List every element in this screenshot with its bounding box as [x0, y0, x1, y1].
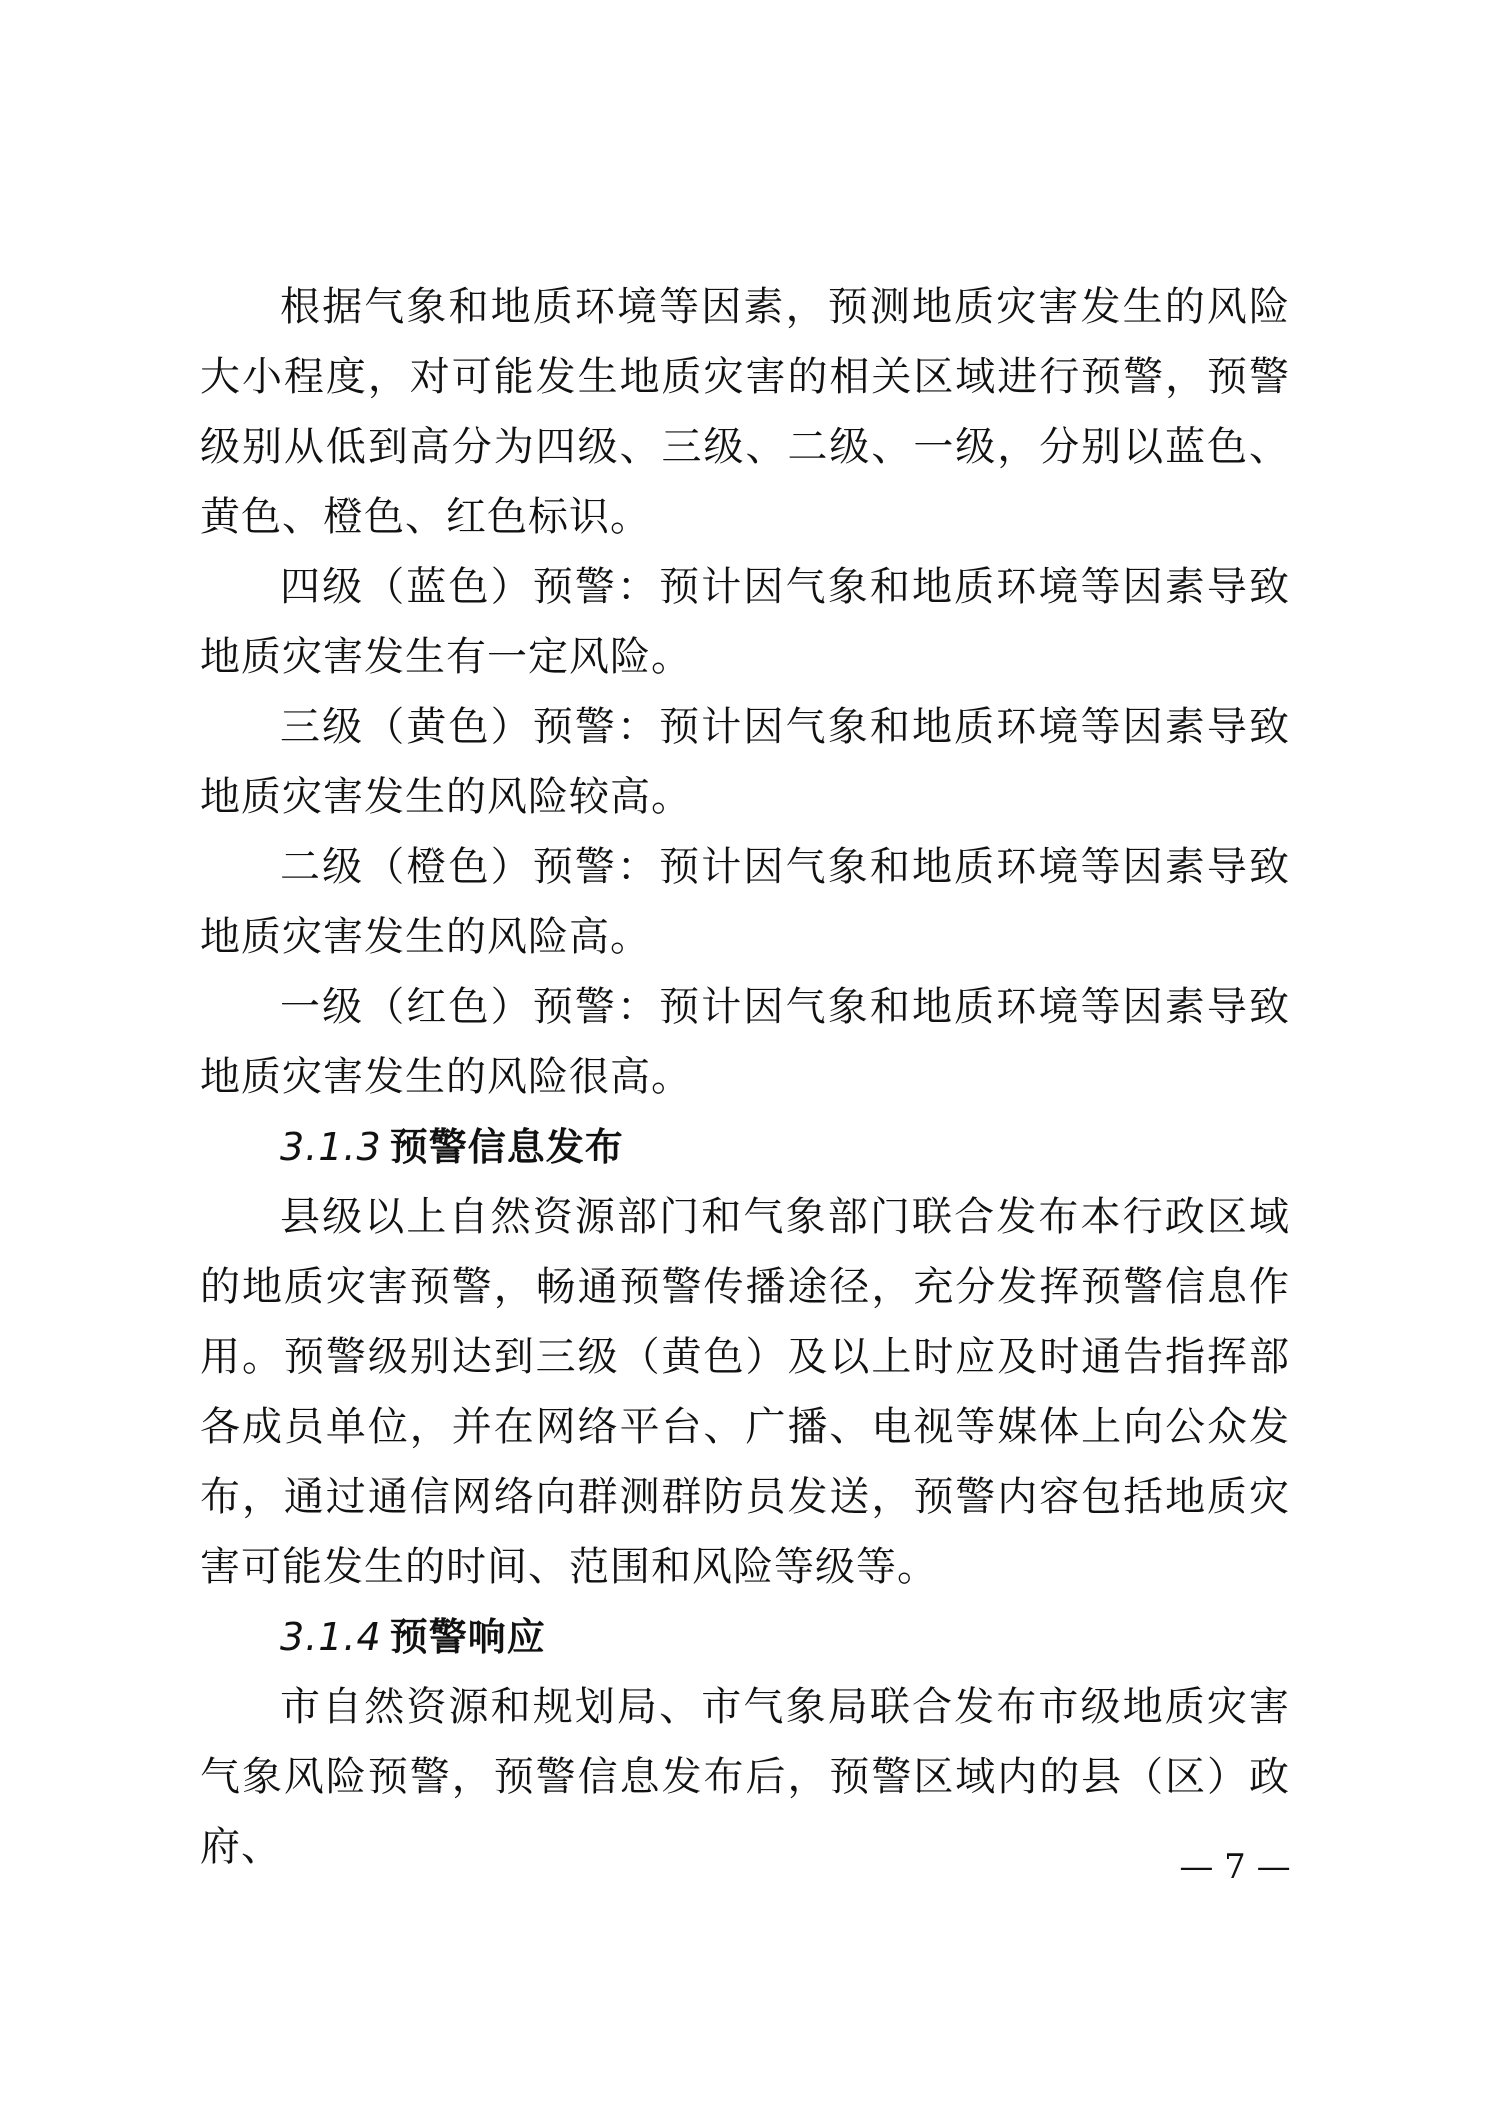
paragraph-warning-response: 市自然资源和规划局、市气象局联合发布市级地质灾害气象风险预警，预警信息发布后，预警区域内的县（区）政府、	[200, 1684, 1290, 1870]
section-number-3-1-3: 3.1.3	[280, 1125, 382, 1169]
section-heading-3-1-3	[200, 1112, 1290, 1182]
page-number: — 7 —	[1179, 1847, 1291, 1887]
section-title-3-1-4: 预警响应	[389, 1615, 546, 1659]
section-number-3-1-4: 3.1.4	[280, 1615, 382, 1659]
paragraph-level-4-blue: 四级（蓝色）预警：预计因气象和地质环境等因素导致地质灾害发生有一定风险。	[200, 564, 1290, 680]
paragraph-warning-levels: 根据气象和地质环境等因素，预测地质灾害发生的风险大小程度，对可能发生地质灾害的相关区域进行预警，预警级别从低到高分为四级、三级、二级、一级，分别以蓝色、黄色、橙色、红色标识。	[200, 284, 1290, 540]
paragraph-warning-release: 县级以上自然资源部门和气象部门联合发布本行政区域的地质灾害预警，畅通预警传播途径，充分发挥预警信息作用。预警级别达到三级（黄色）及以上时应及时通告指挥部各成员单位，并在网络平台、广播、电视等媒体上向公众发布，通过通信网络向群测群防员发送，预警内容包括地质灾害可能发生的时间、范围和风险等级等。	[200, 1194, 1290, 1590]
paragraph-level-2-orange: 二级（橙色）预警：预计因气象和地质环境等因素导致地质灾害发生的风险高。	[200, 844, 1290, 960]
document-body	[200, 272, 1290, 1882]
section-title-3-1-3: 预警信息发布	[389, 1125, 624, 1169]
paragraph-level-1-red: 一级（红色）预警：预计因气象和地质环境等因素导致地质灾害发生的风险很高。	[200, 984, 1290, 1100]
paragraph-level-3-yellow: 三级（黄色）预警：预计因气象和地质环境等因素导致地质灾害发生的风险较高。	[200, 704, 1290, 820]
section-heading-3-1-4	[200, 1602, 1290, 1672]
